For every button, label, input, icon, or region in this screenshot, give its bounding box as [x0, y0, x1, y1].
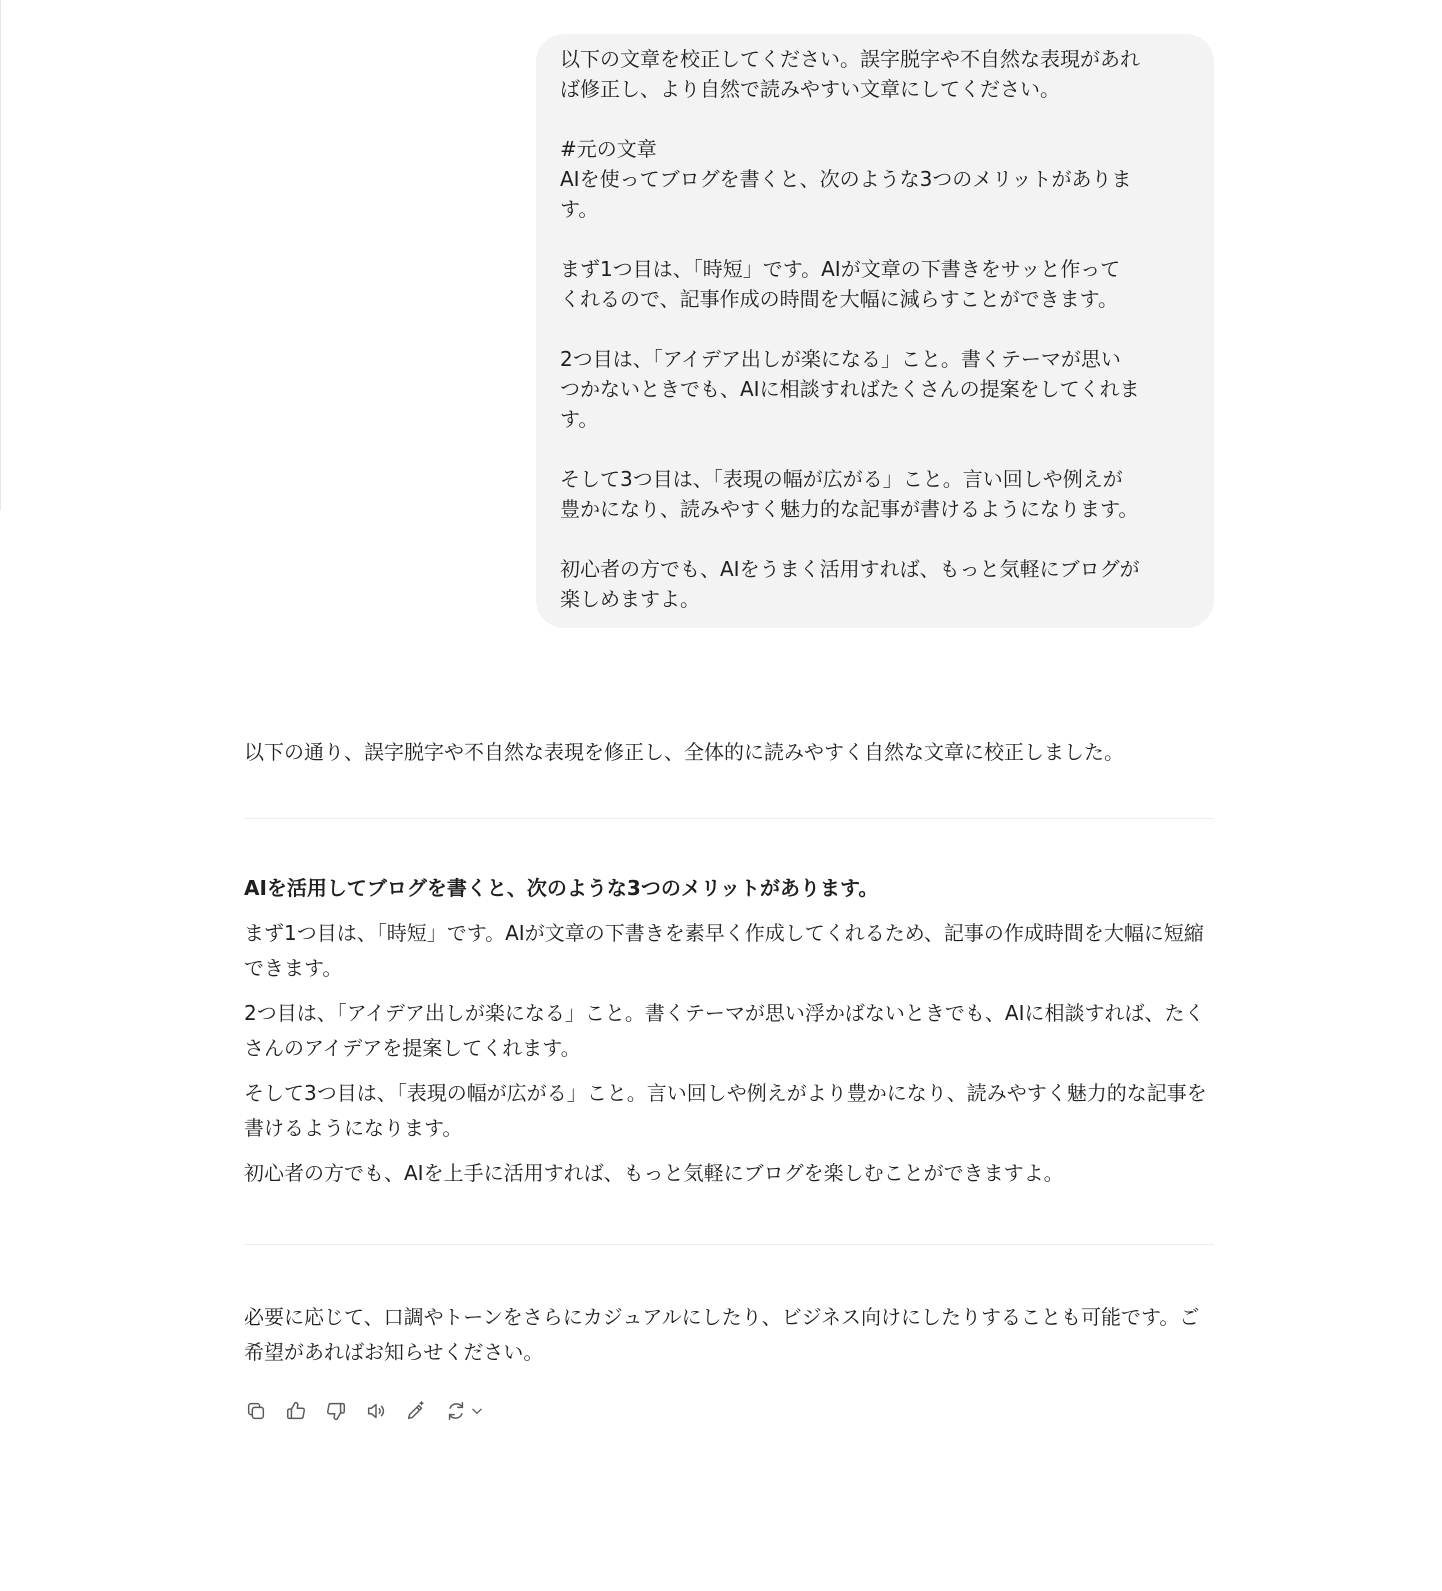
message-actions	[244, 1396, 484, 1426]
thumbs-up-icon	[285, 1400, 307, 1422]
corrected-paragraph: 2つ目は、「アイデア出しが楽になる」こと。書くテーマが思い浮かばないときでも、AIに相談すれば、たくさんのアイデアを提案してくれます。	[244, 1001, 1205, 1060]
sidebar-edge	[0, 0, 1, 510]
user-message-paragraph: そして3つ目は、「表現の幅が広がる」こと。言い回しや例えが 豊かになり、読みやすく魅力的な記事が書けるようになります。	[560, 467, 1139, 521]
copy-icon	[245, 1400, 267, 1422]
corrected-paragraph: そして3つ目は、「表現の幅が広がる」こと。言い回しや例えがより豊かになり、読みやすく魅力的な記事を書けるようになります。	[244, 1081, 1207, 1140]
corrected-paragraph: 初心者の方でも、AIを上手に活用すれば、もっと気軽にブログを楽しむことができますよ。	[244, 1161, 1064, 1185]
user-message-paragraph: 以下の文章を校正してください。誤字脱字や不自然な表現があれ ば修正し、より自然で読みやすい文章にしてください。	[560, 47, 1140, 101]
corrected-text	[244, 873, 1214, 1201]
good-response-button[interactable]	[284, 1399, 308, 1423]
thumbs-down-icon	[325, 1400, 347, 1422]
user-message-paragraph: 2つ目は、「アイデア出しが楽になる」こと。書くテーマが思い つかないときでも、AIに相談すればたくさんの提案をしてくれま す。	[560, 347, 1140, 431]
assistant-intro: 以下の通り、誤字脱字や不自然な表現を修正し、全体的に読みやすく自然な文章に校正しました。	[244, 740, 1124, 764]
divider	[244, 1244, 1214, 1245]
regenerate-icon-wrap	[444, 1399, 468, 1423]
assistant-outro: 必要に応じて、口調やトーンをさらにカジュアルにしたり、ビジネス向けにしたりすることも可能です。ご希望があればお知らせください。	[244, 1305, 1200, 1364]
user-message-paragraph: #元の文章 AIを使ってブログを書くと、次のような3つのメリットがありま す。	[560, 137, 1132, 221]
read-aloud-button[interactable]	[364, 1399, 388, 1423]
chevron-down-icon	[470, 1404, 484, 1418]
edit-icon	[405, 1400, 427, 1422]
user-message-bubble	[536, 34, 1214, 628]
corrected-lead: AIを活用してブログを書くと、次のような3つのメリットがあります。	[244, 876, 879, 900]
read-aloud-icon	[365, 1400, 387, 1422]
edit-button[interactable]	[404, 1399, 428, 1423]
user-message-paragraph: まず1つ目は、「時短」です。AIが文章の下書きをサッと作って くれるので、記事作成の時間を大幅に減らすことができます。	[560, 257, 1121, 311]
regenerate-icon	[445, 1400, 467, 1422]
regenerate-button[interactable]	[444, 1399, 484, 1423]
corrected-paragraph: まず1つ目は、「時短」です。AIが文章の下書きを素早く作成してくれるため、記事の作成時間を大幅に短縮できます。	[244, 921, 1204, 980]
bad-response-button[interactable]	[324, 1399, 348, 1423]
divider	[244, 818, 1214, 819]
copy-button[interactable]	[244, 1399, 268, 1423]
user-message-paragraph: 初心者の方でも、AIをうまく活用すれば、もっと気軽にブログが 楽しめますよ。	[560, 557, 1140, 611]
